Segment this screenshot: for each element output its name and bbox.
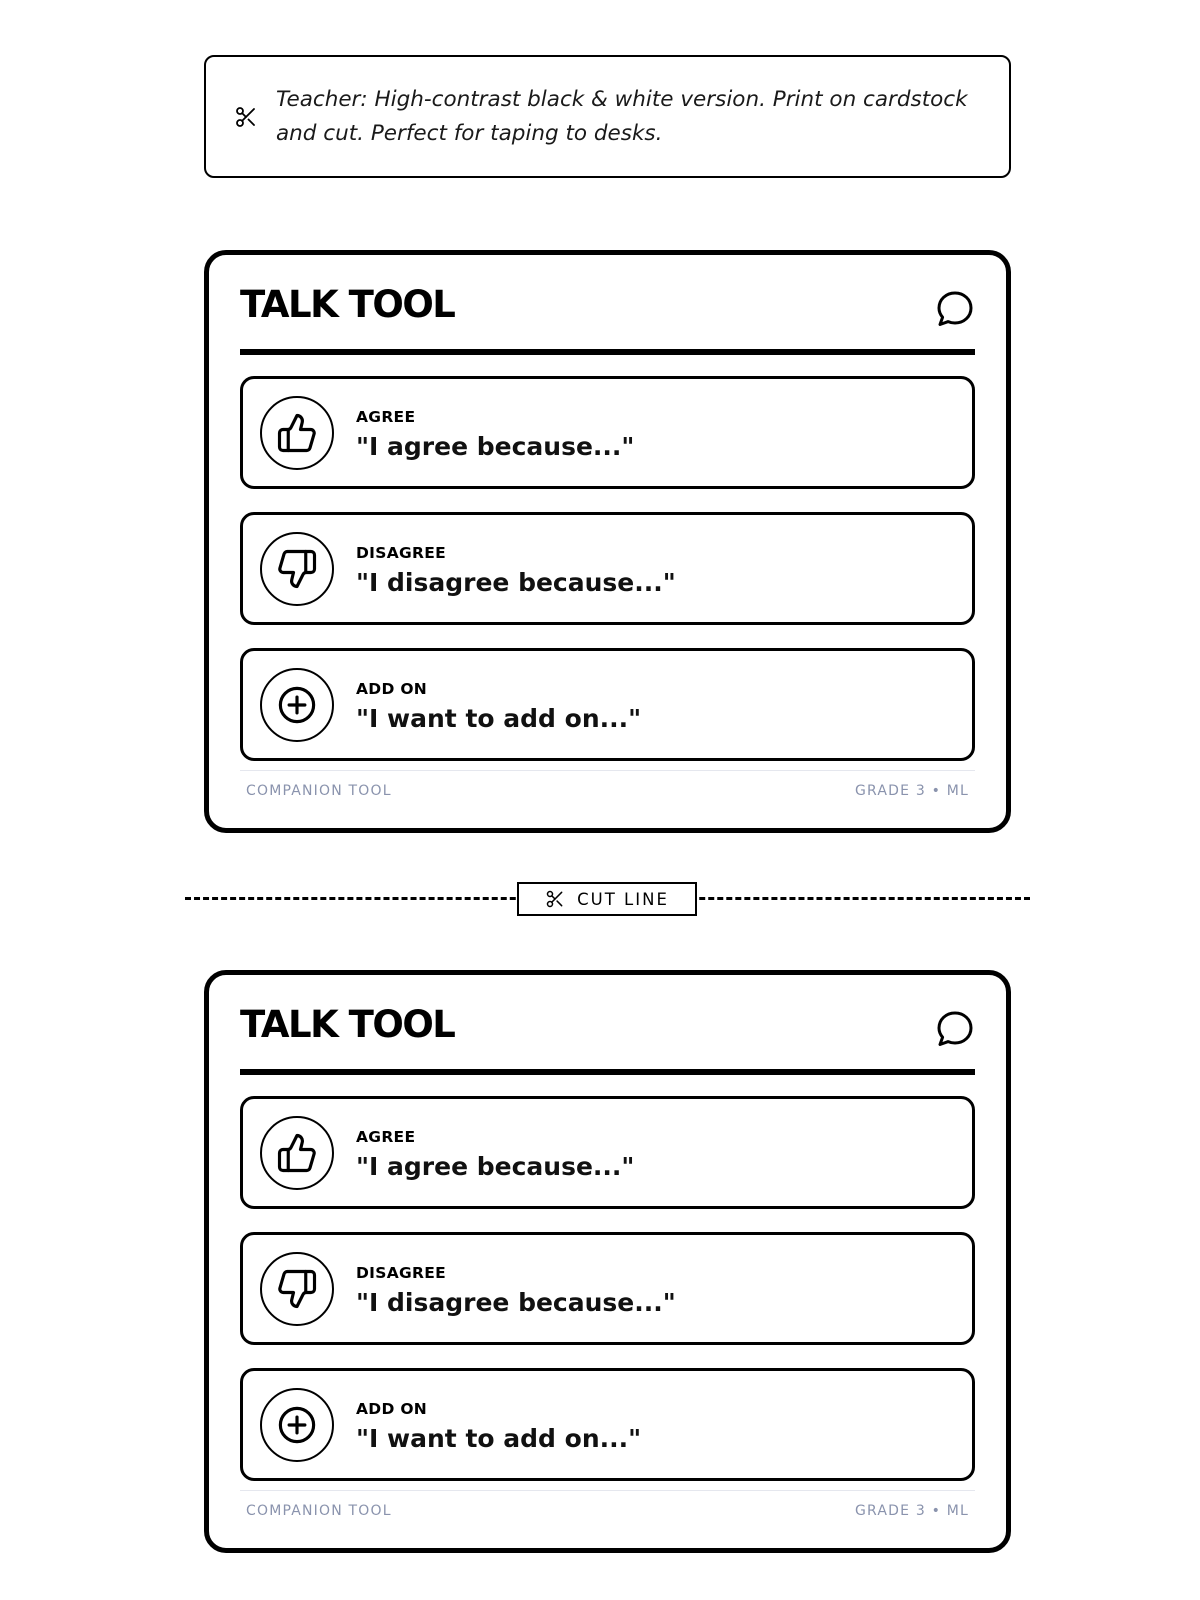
disagree-icon-circle bbox=[260, 1252, 334, 1326]
chat-bubble-icon bbox=[935, 1009, 975, 1049]
talk-tool-card bbox=[204, 970, 1011, 1553]
card-title: TALK TOOL bbox=[240, 283, 455, 326]
card-footer bbox=[240, 1490, 975, 1531]
footer-grade: GRADE 3 • ML bbox=[854, 783, 969, 799]
thumbs-down-icon bbox=[276, 548, 318, 590]
disagree-icon-circle bbox=[260, 532, 334, 606]
agree-icon-circle bbox=[260, 396, 334, 470]
disagree-phrase: "I disagree because..." bbox=[356, 568, 676, 597]
disagree-label: DISAGREE bbox=[356, 544, 447, 562]
disagree-phrase: "I disagree because..." bbox=[356, 1288, 676, 1317]
agree-phrase: "I agree because..." bbox=[356, 432, 635, 461]
phrase-list bbox=[240, 1075, 975, 1481]
card-title: TALK TOOL bbox=[240, 1003, 455, 1046]
card-header bbox=[240, 975, 975, 1075]
card-footer bbox=[240, 770, 975, 811]
add-on-label: ADD ON bbox=[356, 1400, 428, 1418]
footer-companion-tool: COMPANION TOOL bbox=[246, 1503, 392, 1519]
thumbs-up-icon bbox=[276, 412, 318, 454]
thumbs-down-icon bbox=[276, 1268, 318, 1310]
footer-companion-tool: COMPANION TOOL bbox=[246, 783, 392, 799]
add-on-phrase: "I want to add on..." bbox=[356, 1424, 642, 1453]
agree-label: AGREE bbox=[356, 408, 416, 426]
cut-line-label bbox=[517, 882, 697, 916]
card-header bbox=[240, 255, 975, 355]
scissors-icon bbox=[234, 105, 258, 129]
agree-phrase: "I agree because..." bbox=[356, 1152, 635, 1181]
scissors-icon bbox=[545, 889, 565, 909]
cut-line-text: CUT LINE bbox=[577, 889, 669, 909]
agree-icon-circle bbox=[260, 1116, 334, 1190]
add-on-icon-circle bbox=[260, 1388, 334, 1462]
plus-circle-icon bbox=[276, 1404, 318, 1446]
thumbs-up-icon bbox=[276, 1132, 318, 1174]
add-on-icon-circle bbox=[260, 668, 334, 742]
add-on-label: ADD ON bbox=[356, 680, 428, 698]
agree-row bbox=[240, 1096, 975, 1209]
agree-row bbox=[240, 376, 975, 489]
teacher-note bbox=[204, 55, 1011, 178]
footer-grade: GRADE 3 • ML bbox=[854, 1503, 969, 1519]
add-on-phrase: "I want to add on..." bbox=[356, 704, 642, 733]
disagree-row bbox=[240, 1232, 975, 1345]
disagree-label: DISAGREE bbox=[356, 1264, 447, 1282]
plus-circle-icon bbox=[276, 684, 318, 726]
talk-tool-card bbox=[204, 250, 1011, 833]
chat-bubble-icon bbox=[935, 289, 975, 329]
phrase-list bbox=[240, 355, 975, 761]
teacher-note-text: Teacher: High-contrast black & white version. Print on cardstock and cut. Perfect for taping to desks. bbox=[276, 86, 968, 146]
agree-label: AGREE bbox=[356, 1128, 416, 1146]
add-on-row bbox=[240, 1368, 975, 1481]
add-on-row bbox=[240, 648, 975, 761]
disagree-row bbox=[240, 512, 975, 625]
